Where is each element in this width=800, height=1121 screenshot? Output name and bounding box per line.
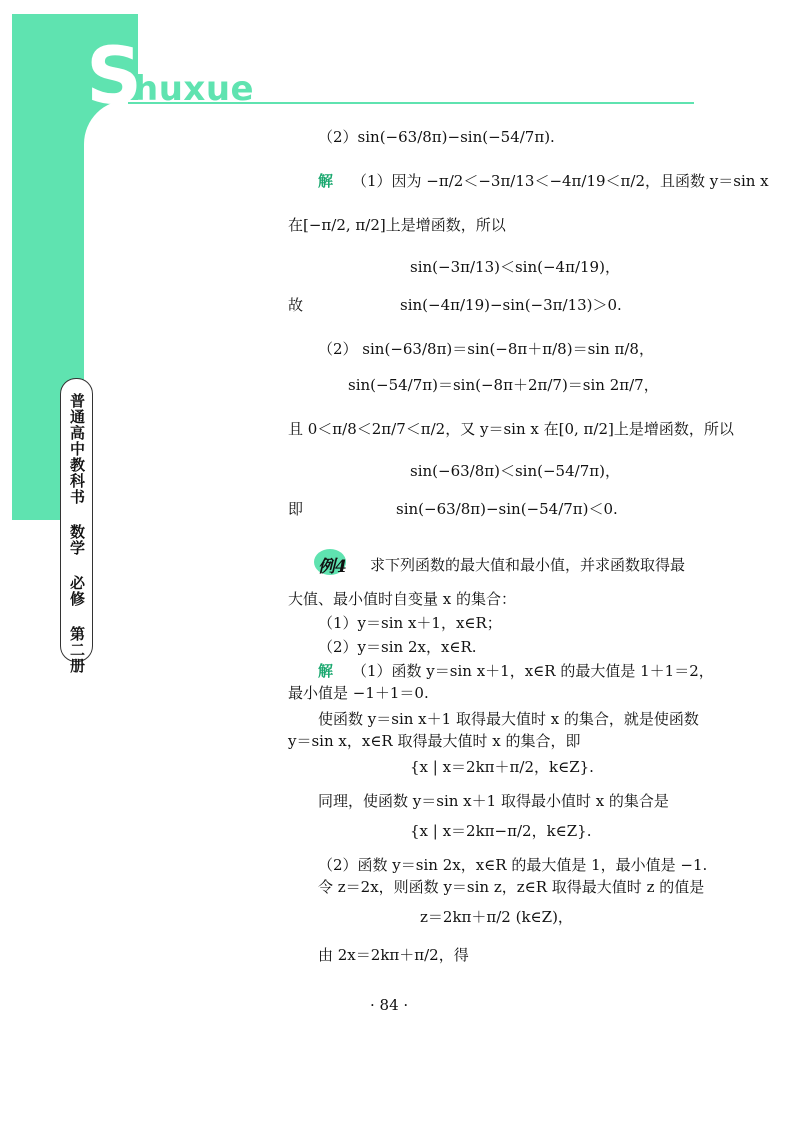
- text-line: 在[−π/2, π/2]上是增函数，所以: [288, 216, 506, 234]
- text-line: 求下列函数的最大值和最小值，并求函数取得最: [370, 556, 686, 574]
- text-line: 由 2x＝2kπ＋π/2，得: [318, 946, 469, 964]
- text-line: （2）函数 y＝sin 2x，x∈R 的最大值是 1，最小值是 −1.: [318, 856, 708, 874]
- solution-label: 解: [318, 172, 334, 190]
- example-label: 例4: [318, 552, 347, 577]
- text-line: 大值、最小值时自变量 x 的集合：: [288, 590, 516, 608]
- text-line: 且 0＜π/8＜2π/7＜π/2，又 y＝sin x 在[0, π/2]上是增函数，所以: [288, 420, 734, 438]
- text-line: （1）因为 −π/2＜−3π/13＜−4π/19＜π/2，且函数 y＝sin x: [352, 172, 769, 190]
- formula-line: sin(−4π/19)−sin(−3π/13)＞0.: [400, 296, 622, 314]
- text-line: （2）sin(−63/8π)−sin(−54/7π).: [318, 128, 555, 146]
- text-line: （2）y＝sin 2x，x∈R.: [318, 638, 477, 656]
- formula-line: sin(−63/8π)＜sin(−54/7π)，: [410, 462, 620, 480]
- band-cutout: [84, 100, 164, 530]
- formula-line: sin(−54/7π)＝sin(−8π＋2π/7)＝sin 2π/7，: [348, 376, 659, 394]
- text-line: （1）y＝sin x＋1，x∈R；: [318, 614, 502, 632]
- formula-line: （2） sin(−63/8π)＝sin(−8π＋π/8)＝sin π/8，: [318, 340, 654, 358]
- side-tab-label: 普通高中教科书 数学 必修 第二册: [68, 393, 86, 674]
- formula-line: {x | x＝2kπ−π/2，k∈Z}.: [410, 822, 592, 840]
- side-tab: [60, 378, 93, 674]
- logo-text: huxue: [134, 69, 255, 109]
- logo-initial: S: [86, 32, 143, 122]
- text-line: 最小值是 −1＋1＝0.: [288, 684, 429, 702]
- text-line: 使函数 y＝sin x＋1 取得最大值时 x 的集合，就是使函数: [318, 710, 699, 728]
- text-line: 即: [288, 500, 304, 518]
- formula-line: sin(−3π/13)＜sin(−4π/19)，: [410, 258, 620, 276]
- solution-label: 解: [318, 662, 334, 680]
- page-number: · 84 ·: [370, 996, 409, 1014]
- formula-line: z＝2kπ＋π/2 (k∈Z)，: [420, 908, 573, 926]
- text-line: 令 z＝2x，则函数 y＝sin z，z∈R 取得最大值时 z 的值是: [318, 878, 705, 896]
- text-line: 同理，使函数 y＝sin x＋1 取得最小值时 x 的集合是: [318, 792, 669, 810]
- text-line: （1）函数 y＝sin x＋1，x∈R 的最大值是 1＋1＝2，: [352, 662, 714, 680]
- formula-line: {x | x＝2kπ＋π/2，k∈Z}.: [410, 758, 594, 776]
- text-line: 故: [288, 296, 304, 314]
- formula-line: sin(−63/8π)−sin(−54/7π)＜0.: [396, 500, 618, 518]
- text-line: y＝sin x，x∈R 取得最大值时 x 的集合，即: [288, 732, 581, 750]
